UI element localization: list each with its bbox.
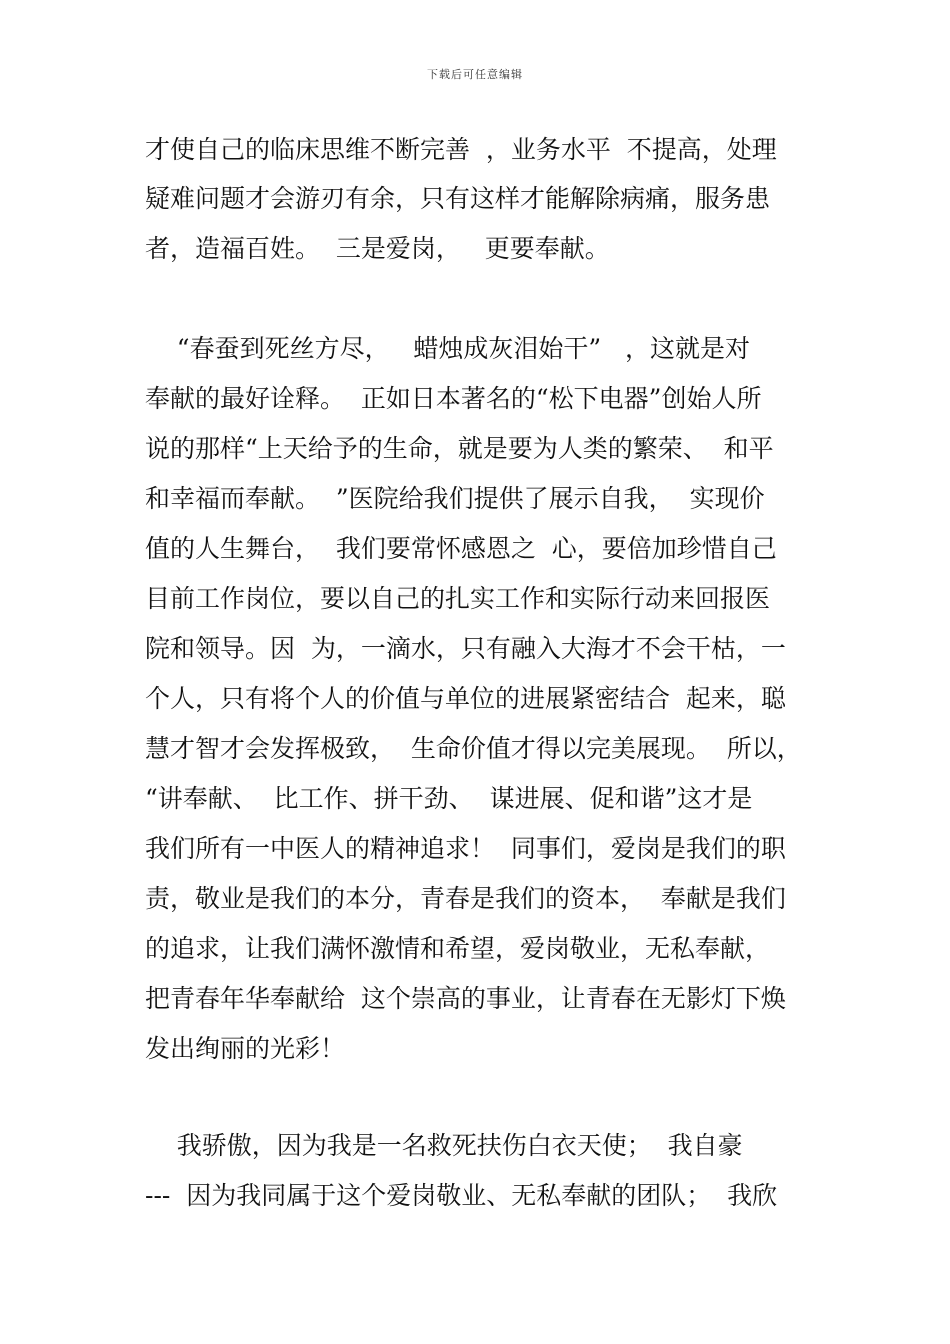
text-line: 者，造福百姓。 三是爱岗， 更要奉献。 xyxy=(145,234,610,263)
text-line: 院和领导。因 为，一滴水，只有融入大海才不会干枯，一 xyxy=(145,634,786,663)
text-line: 目前工作岗位，要以自己的扎实工作和实际行动来回报医 xyxy=(145,584,771,613)
text-line: 我们所有一中医人的精神追求！ 同事们，爱岗是我们的职 xyxy=(145,834,786,863)
text-line: 发出绚丽的光彩！ xyxy=(145,1034,346,1063)
text-line: “讲奉献、 比工作、拼干劲、 谋进展、促和谐”这才是 xyxy=(145,784,753,813)
text-line: 我骄傲，因为我是一名救死扶伤白衣天使； 我自豪 xyxy=(145,1131,743,1160)
text-line: 疑难问题才会游刃有余，只有这样才能解除病痛，服务患 xyxy=(145,184,771,213)
text-line: 个人，只有将个人的价值与单位的进展紧密结合 起来，聪 xyxy=(145,684,786,713)
text-line: 奉献的最好诠释。 正如日本著名的“松下电器”创始人所 xyxy=(145,384,762,413)
page-header: 下载后可任意编辑 xyxy=(427,68,523,81)
text-line: 的追求，让我们满怀激情和希望，爱岗敬业，无私奉献， xyxy=(145,934,771,963)
text-line: 和幸福而奉献。 ”医院给我们提供了展示自我， 实现价 xyxy=(145,484,765,513)
text-line: --- 因为我同属于这个爱岗敬业、无私奉献的团队； 我欣 xyxy=(145,1181,778,1210)
text-line: 责，敬业是我们的本分，青春是我们的资本， 奉献是我们 xyxy=(145,884,786,913)
text-line: 慧才智才会发挥极致， 生命价值才得以完美展现。 所以， xyxy=(145,734,802,763)
text-line: 把青春年华奉献给 这个崇高的事业，让青春在无影灯下焕 xyxy=(145,984,786,1013)
text-line: “春蚕到死丝方尽， 蜡烛成灰泪始干” ，这就是对 xyxy=(145,334,751,363)
text-line: 才使自己的临床思维不断完善 ，业务水平 不提高，处理 xyxy=(145,135,777,164)
text-line: 说的那样“上天给予的生命，就是要为人类的繁荣、 和平 xyxy=(145,434,774,463)
text-line: 值的人生舞台， 我们要常怀感恩之 心，要倍加珍惜自己 xyxy=(145,534,777,563)
